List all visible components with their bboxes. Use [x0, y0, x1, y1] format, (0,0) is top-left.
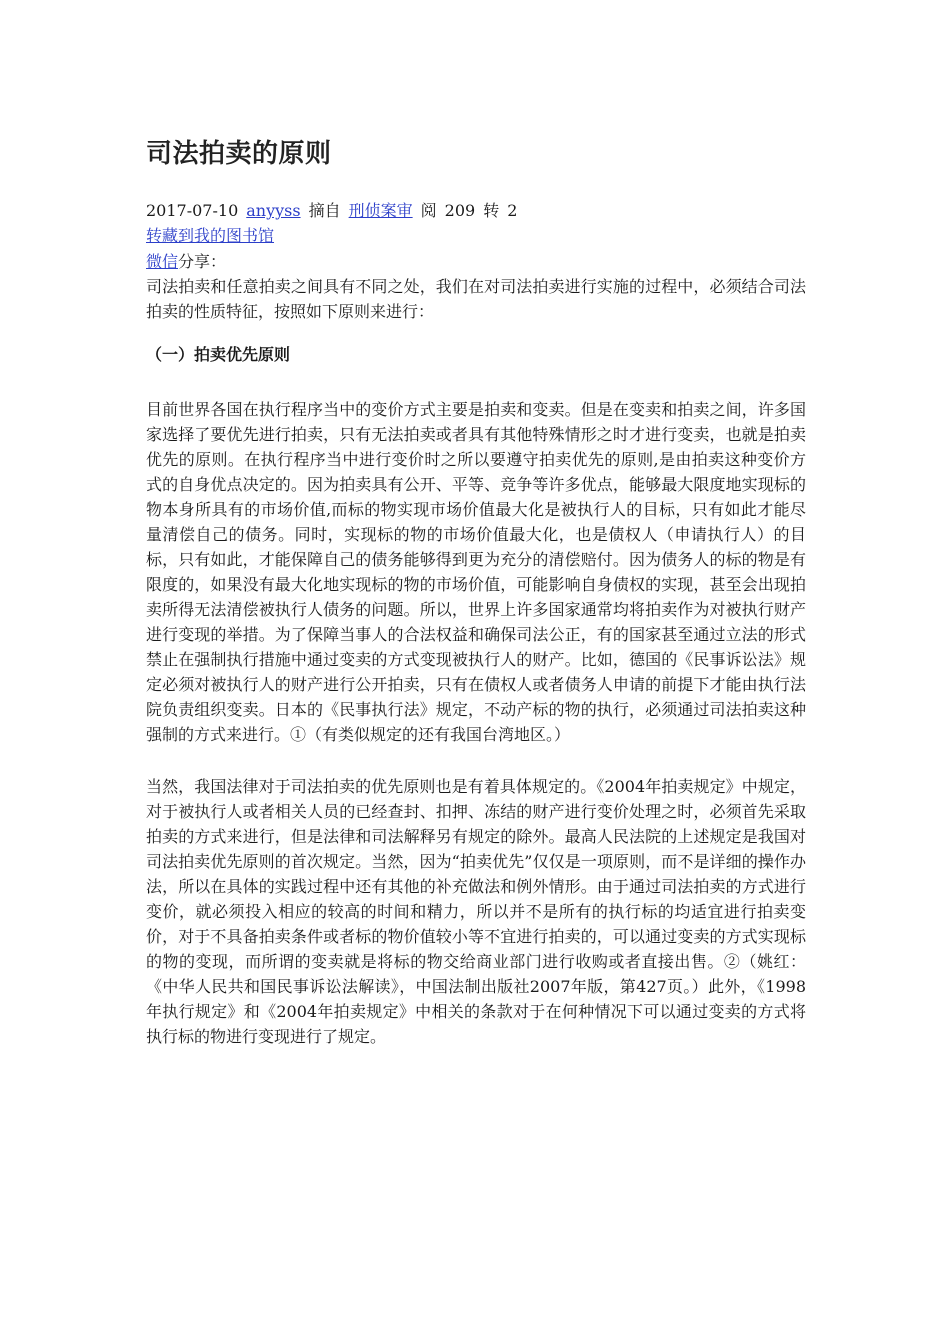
forward-count: 2 [507, 201, 518, 220]
intro-paragraph: 司法拍卖和任意拍卖之间具有不同之处，我们在对司法拍卖进行实施的过程中，必须结合司法拍卖的性质特征，按照如下原则来进行： [146, 277, 806, 321]
section-heading: （一）拍卖优先原则 [146, 345, 291, 364]
read-label: 阅 [420, 201, 437, 220]
author-link[interactable]: anyyss [246, 201, 301, 220]
forward-label: 转 [483, 201, 500, 220]
share-row [146, 250, 226, 274]
article-body [146, 274, 806, 1049]
read-count: 209 [444, 201, 476, 220]
article-meta [146, 199, 517, 223]
share-wechat-link[interactable]: 微信 [146, 252, 179, 271]
excerpt-label: 摘自 [308, 201, 341, 220]
publish-date: 2017-07-10 [146, 201, 239, 220]
page-title: 司法拍卖的原则 [146, 139, 332, 169]
source-link[interactable]: 刑侦案审 [348, 201, 413, 220]
body-paragraph: 目前世界各国在执行程序当中的变价方式主要是拍卖和变卖。但是在变卖和拍卖之间，许多国家选择了要优先进行拍卖，只有无法拍卖或者具有其他特殊情形之时才进行变卖，也就是拍卖优先的原则。在执行程序当中进行变价时之所以要遵守拍卖优先的原则,是由拍卖这种变价方式的自身优点决定的。因为拍卖具有公开、平等、竞争等许多优点，能够最大限度地实现标的物本身所具有的市场价值,而标的物实现市场价值最大化是被执行人的目标，只有如此才能尽量清偿自己的债务。同时，实现标的物的市场价值最大化，也是债权人（申请执行人）的目标，只有如此，才能保障自己的债务能够得到更为充分的清偿赔付。因为债务人的标的物是有限度的，如果没有最大化地实现标的物的市场价值，可能影响自身债权的实现，甚至会出现拍卖所得无法清偿被执行人债务的问题。所以，世界上许多国家通常均将拍卖作为对被执行财产进行变现的举措。为了保障当事人的合法权益和确保司法公正，有的国家甚至通过立法的形式禁止在强制执行措施中通过变卖的方式变现被执行人的财产。比如，德国的《民事诉讼法》规定必须对被执行人的财产进行公开拍卖，只有在债权人或者债务人申请的前提下才能由执行法院负责组织变卖。日本的《民事执行法》规定，不动产标的物的执行，必须通过司法拍卖这种强制的方式来进行。①（有类似规定的还有我国台湾地区。） [146, 400, 806, 744]
body-paragraph: 当然，我国法律对于司法拍卖的优先原则也是有着具体规定的。《2004年拍卖规定》中规定，对于被执行人或者相关人员的已经查封、扣押、冻结的财产进行变价处理之时，必须首先采取拍卖的方式来进行，但是法律和司法解释另有规定的除外。最高人民法院的上述规定是我国对司法拍卖优先原则的首次规定。当然，因为“拍卖优先”仅仅是一项原则，而不是详细的操作办法，所以在具体的实践过程中还有其他的补充做法和例外情形。由于通过司法拍卖的方式进行变价，就必须投入相应的较高的时间和精力，所以并不是所有的执行标的均适宜进行拍卖变价，对于不具备拍卖条件或者标的物价值较小等不宜进行拍卖的，可以通过变卖的方式实现标的物的变现，而所谓的变卖就是将标的物交给商业部门进行收购或者直接出售。②（姚红：《中华人民共和国民事诉讼法解读》，中国法制出版社2007年版，第427页。）此外，《1998年执行规定》和《2004年拍卖规定》中相关的条款对于在何种情况下可以通过变卖的方式将执行标的物进行变现进行了规定。 [146, 777, 806, 1046]
collect-to-library-link[interactable]: 转藏到我的图书馆 [146, 226, 275, 245]
share-label: 分享： [178, 252, 227, 271]
collect-row [146, 224, 274, 248]
